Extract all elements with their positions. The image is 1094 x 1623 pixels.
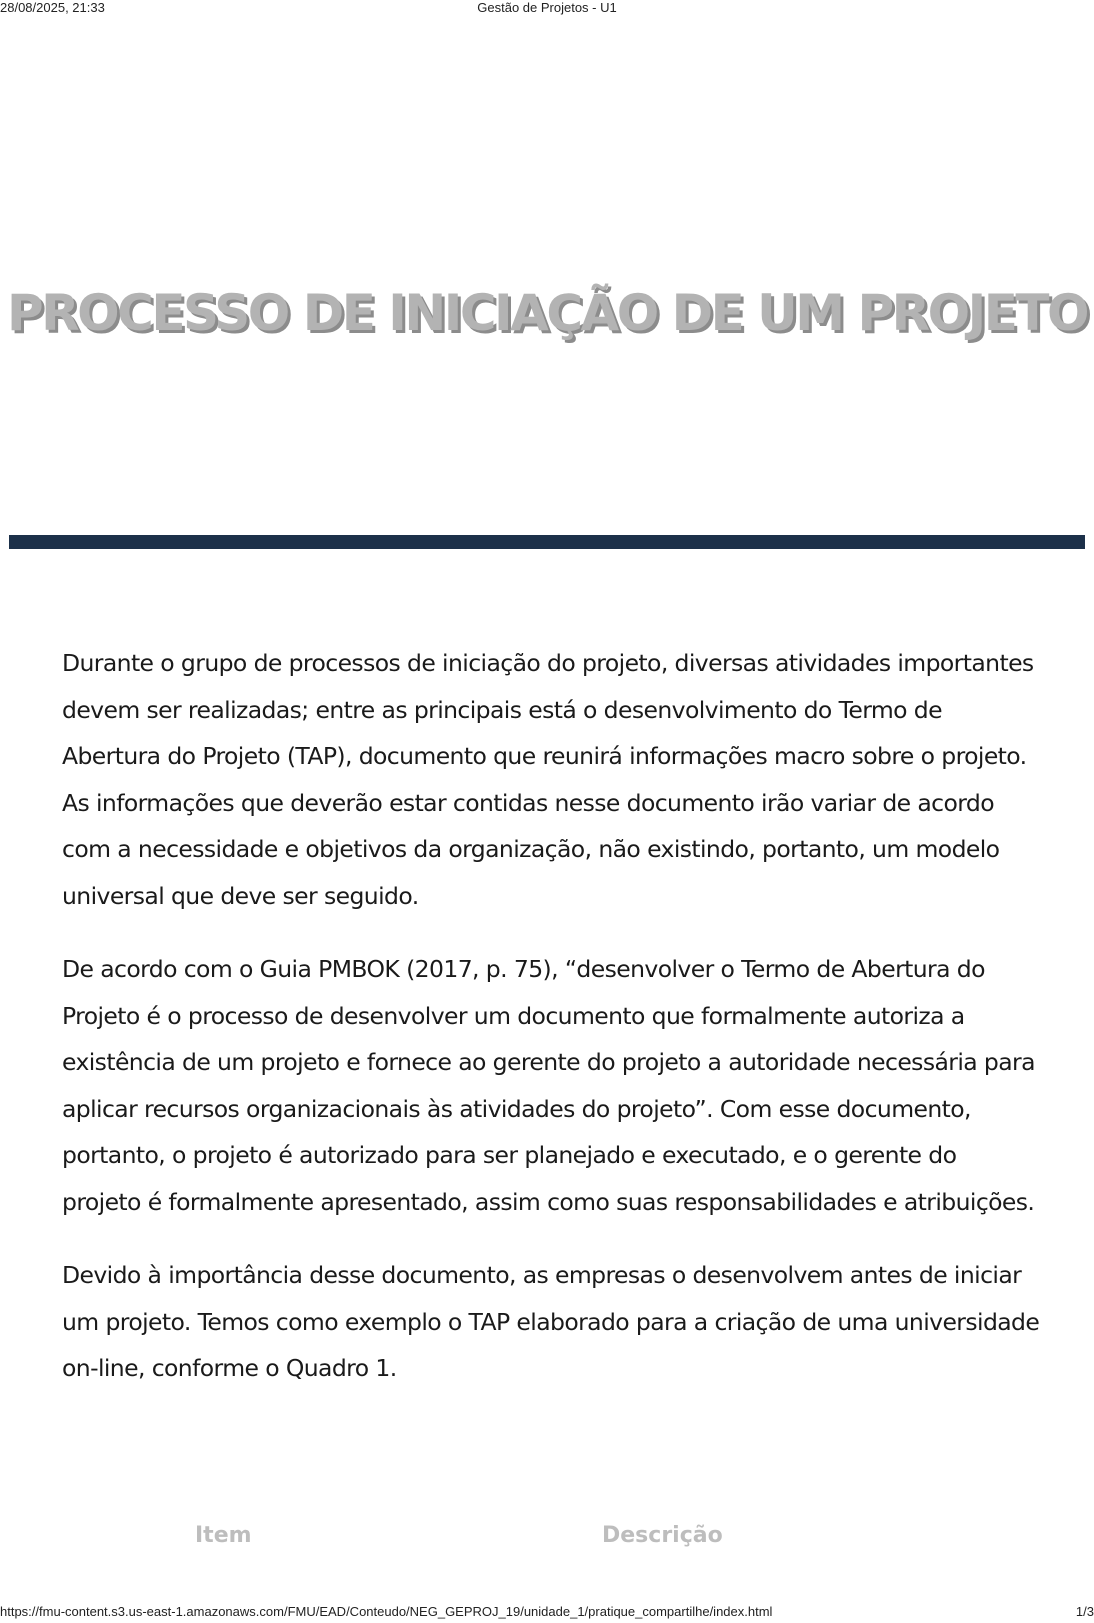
paragraph-2: De acordo com o Guia PMBOK (2017, p. 75), “desenvolver o Termo de Abertura do Projeto é o processo de desenvolver um documento que formalmente autoriza a existência de um projeto e fornece ao gerente do projeto a autoridade necessária para aplicar recursos organizacionais às atividades do projeto”. Com esse documento, portanto, o projeto é autorizado para ser planejado e executado, e o gerente do projeto é formalmente apresentado, assim como suas responsabilidades e atribuições.: [62, 955, 1035, 1216]
page-title: PROCESSO DE INICIAÇÃO DE UM PROJETO: [7, 283, 1087, 342]
print-page-number: 1/3: [1075, 1604, 1094, 1619]
paragraph-3: Devido à importância desse documento, as empresas o desenvolvem antes de iniciar um projeto. Temos como exemplo o TAP elaborado para a criação de uma universidade on-line, conforme o Quadro 1.: [62, 1261, 1040, 1382]
print-datetime: 28/08/2025, 21:33: [0, 0, 105, 15]
main-content: [62, 640, 1042, 1419]
print-url: https://fmu-content.s3.us-east-1.amazonaws.com/FMU/EAD/Conteudo/NEG_GEPROJ_19/unidade_1/pratique_compartilhe/index.html: [0, 1604, 773, 1619]
table-header-item: Item: [195, 1523, 252, 1548]
section-divider: [9, 535, 1085, 549]
print-footer: [0, 1604, 1094, 1622]
print-header: [0, 0, 1094, 18]
table-header-row: [0, 1523, 1094, 1559]
paragraph-1: Durante o grupo de processos de iniciação do projeto, diversas atividades importantes devem ser realizadas; entre as principais está o desenvolvimento do Termo de Abertura do Projeto (TAP), documento que reunirá informações macro sobre o projeto. As informações que deverão estar contidas nesse documento irão variar de acordo com a necessidade e objetivos da organização, não existindo, portanto, um modelo universal que deve ser seguido.: [62, 649, 1034, 910]
print-page-title: Gestão de Projetos - U1: [477, 0, 617, 15]
table-header-description: Descrição: [602, 1523, 723, 1548]
